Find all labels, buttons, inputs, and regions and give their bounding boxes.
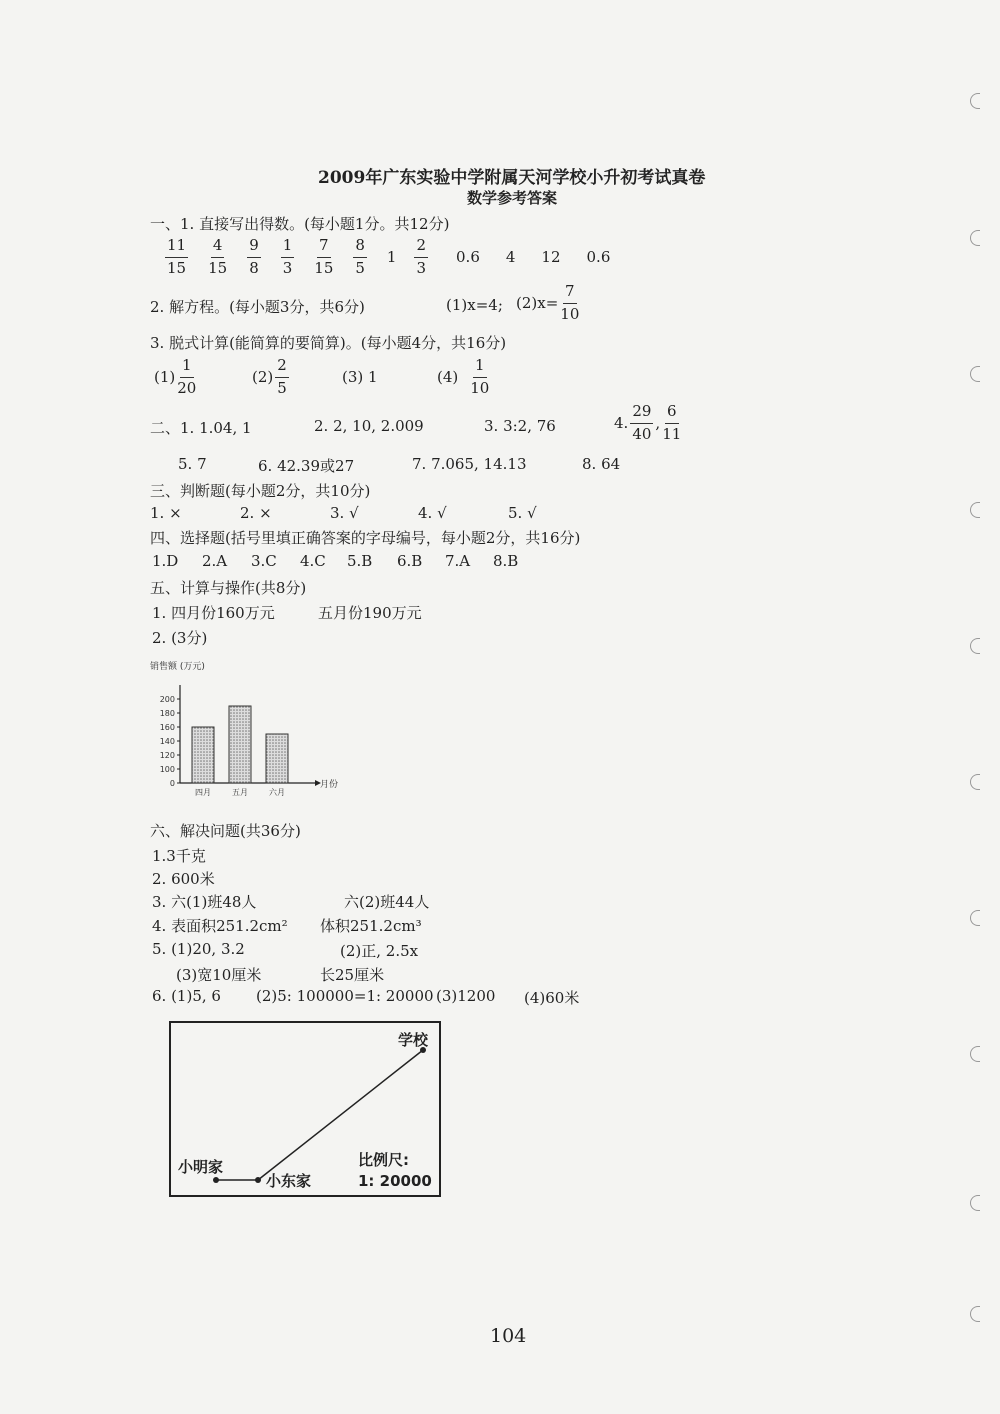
s6-answer-5b: (2)正, 2.5x xyxy=(340,942,419,960)
chart-bar xyxy=(192,727,214,783)
s3-title: 三、判断题(每小题2分，共10分) xyxy=(150,482,371,500)
answer-value: 0.6 xyxy=(586,248,611,267)
sales-bar-chart xyxy=(140,655,360,805)
fraction-numerator: 8 xyxy=(353,238,367,258)
s3-answer: 3. √ xyxy=(330,504,359,522)
s1-q3-answer-3: (3) 1 xyxy=(342,368,378,386)
s4-answer: 1.D xyxy=(152,552,179,570)
binder-hole xyxy=(970,93,980,109)
binder-hole xyxy=(970,638,980,654)
s4-answer: 4.C xyxy=(300,552,326,570)
chart-y-tick-label: 100 xyxy=(159,765,175,774)
fraction-denominator: 15 xyxy=(314,258,334,277)
fraction-answer xyxy=(281,238,295,277)
scale-value: 1: 20000 xyxy=(358,1172,432,1190)
fraction-answer xyxy=(414,238,428,277)
page-number: 104 xyxy=(490,1325,527,1347)
binder-hole xyxy=(970,230,980,246)
fraction-denominator: 5 xyxy=(355,258,365,277)
document-subtitle: 数学参考答案 xyxy=(467,189,558,207)
binder-hole xyxy=(970,910,980,926)
answer-value: 1 xyxy=(386,248,397,267)
scale-label: 比例尺: xyxy=(358,1151,409,1169)
s5-answer-1a: 1. 四月份160万元 xyxy=(152,604,275,622)
fraction-denominator: 10 xyxy=(470,378,490,397)
fraction-numerator: 6 xyxy=(665,404,679,424)
s6-answer-5d: 长25厘米 xyxy=(320,966,385,984)
document-title: 2009年广东实验中学附属天河学校小升初考试真卷 xyxy=(318,168,706,188)
s2-answer-1: 二、1. 1.04, 1 xyxy=(150,419,252,437)
s6-answer-5a: 5. (1)20, 3.2 xyxy=(152,940,245,958)
xiaodong-home-label: 小东家 xyxy=(266,1172,312,1190)
s4-answer: 6.B xyxy=(397,552,423,570)
fraction-denominator: 3 xyxy=(282,258,293,277)
fraction-numerator: 7 xyxy=(563,284,577,304)
answer-label: (2) xyxy=(252,368,274,387)
chart-y-axis-label: 销售额 (万元) xyxy=(150,662,205,672)
chart-y-tick-label: 200 xyxy=(159,695,175,704)
answer-value: 12 xyxy=(541,248,561,267)
chart-y-tick-label: 120 xyxy=(159,751,175,760)
s6-answer-6d: (4)60米 xyxy=(524,989,580,1007)
chart-category-label: 四月 xyxy=(195,788,211,797)
s6-answer-6b: (2)5: 100000=1: 20000 xyxy=(256,987,434,1005)
fraction-answer xyxy=(165,238,188,277)
chart-category-label: 六月 xyxy=(269,788,285,797)
s1-q3-answer-1 xyxy=(154,358,198,397)
fraction-numerator: 7 xyxy=(317,238,331,258)
s1-q3-answer-4 xyxy=(437,358,491,397)
binder-hole xyxy=(970,1195,980,1211)
route-map xyxy=(168,1020,443,1200)
fraction-denominator: 5 xyxy=(277,378,287,397)
s4-answer: 7.A xyxy=(445,552,471,570)
xiaoming-home-label: 小明家 xyxy=(178,1158,224,1176)
fraction-denominator: 3 xyxy=(416,258,427,277)
xiaodong-home-point xyxy=(255,1177,261,1183)
answer-label: 4. xyxy=(614,414,629,433)
chart-bar xyxy=(266,734,288,783)
s1-q3-answer-2 xyxy=(252,358,291,397)
fraction-answer xyxy=(314,238,333,277)
fraction-numerator: 2 xyxy=(275,358,289,378)
chart-y-tick-label: 140 xyxy=(159,737,175,746)
chart-x-axis-label: 月份 xyxy=(320,780,339,790)
s6-title: 六、解决问题(共36分) xyxy=(150,822,301,840)
fraction-denominator: 40 xyxy=(632,424,652,443)
binder-hole xyxy=(970,502,980,518)
s5-answer-1b: 五月份190万元 xyxy=(318,604,422,622)
s1-q2-b-prefix: (2)x= xyxy=(516,294,559,313)
s2-answer-7: 7. 7.065, 14.13 xyxy=(412,455,527,473)
s6-answer-3a: 3. 六(1)班48人 xyxy=(152,893,257,911)
s4-title: 四、选择题(括号里填正确答案的字母编号，每小题2分，共16分) xyxy=(150,529,581,547)
chart-bar xyxy=(229,706,251,783)
fraction-denominator: 15 xyxy=(167,258,187,277)
fraction-numerator: 9 xyxy=(247,238,261,258)
s6-answer-2: 2. 600米 xyxy=(152,870,215,888)
s6-answer-1: 1.3千克 xyxy=(152,847,206,865)
answer-label: (4) xyxy=(437,368,459,387)
s6-answer-3b: 六(2)班44人 xyxy=(344,893,430,911)
fraction-numerator: 2 xyxy=(414,238,428,258)
s6-answer-6a: 6. (1)5, 6 xyxy=(152,987,221,1005)
s1-q3-title: 3. 脱式计算(能简算的要简算)。(每小题4分，共16分) xyxy=(150,334,507,352)
fraction-numerator: 1 xyxy=(281,238,295,258)
s1-q2-answer-b xyxy=(516,284,581,323)
fraction-numerator: 4 xyxy=(211,238,225,258)
fraction-numerator: 1 xyxy=(473,358,487,378)
s4-answer: 3.C xyxy=(251,552,277,570)
school-label: 学校 xyxy=(398,1031,429,1049)
fraction-answer xyxy=(353,238,367,277)
s6-answer-6c: (3)1200 xyxy=(436,987,496,1005)
xiaoming-home-point xyxy=(213,1177,219,1183)
fraction-answer xyxy=(247,238,261,277)
answer-value: 0.6 xyxy=(456,248,480,267)
answer-label: (1) xyxy=(154,368,176,387)
fraction-numerator: 1 xyxy=(180,358,194,378)
fraction-denominator: 8 xyxy=(249,258,259,277)
s1-q2-answer-a: (1)x=4; xyxy=(446,296,503,314)
binder-hole xyxy=(970,1306,980,1322)
s1-q2-title: 2. 解方程。(每小题3分，共6分) xyxy=(150,298,365,316)
s4-answer: 8.B xyxy=(493,552,519,570)
fraction-denominator: 15 xyxy=(208,258,228,277)
separator: , xyxy=(655,414,661,433)
s5-answer-2: 2. (3分) xyxy=(152,629,208,647)
binder-hole xyxy=(970,774,980,790)
s2-answer-6: 6. 42.39或27 xyxy=(258,457,355,475)
fraction-answer xyxy=(208,238,227,277)
chart-category-label: 五月 xyxy=(232,788,248,797)
s2-answer-8: 8. 64 xyxy=(582,455,621,473)
fraction-numerator: 29 xyxy=(630,404,653,424)
s2-answer-5: 5. 7 xyxy=(178,455,207,473)
s2-answer-2: 2. 2, 10, 2.009 xyxy=(314,417,424,435)
s1-q1-answers xyxy=(165,238,610,277)
s2-answer-4 xyxy=(614,404,683,443)
s2-answer-3: 3. 3:2, 76 xyxy=(484,417,556,435)
s3-answer: 5. √ xyxy=(508,504,537,522)
binder-hole xyxy=(970,366,980,382)
s4-answer: 5.B xyxy=(347,552,373,570)
chart-y-tick-label: 0 xyxy=(169,779,175,788)
s6-answer-4a: 4. 表面积251.2cm² xyxy=(152,917,288,935)
binder-hole xyxy=(970,1046,980,1062)
fraction-denominator: 20 xyxy=(177,378,197,397)
chart-y-tick-label: 160 xyxy=(159,723,175,732)
fraction-denominator: 10 xyxy=(560,304,580,323)
s3-answer: 4. √ xyxy=(418,504,447,522)
s5-title: 五、计算与操作(共8分) xyxy=(150,579,307,597)
chart-y-tick-label: 180 xyxy=(159,709,175,718)
s3-answer: 2. × xyxy=(240,504,272,522)
fraction-numerator: 11 xyxy=(165,238,188,258)
s6-answer-4b: 体积251.2cm³ xyxy=(320,917,422,935)
s1-q1-title: 一、1. 直接写出得数。(每小题1分。共12分) xyxy=(150,215,450,233)
s4-answer: 2.A xyxy=(202,552,228,570)
s6-answer-5c: (3)宽10厘米 xyxy=(176,966,262,984)
fraction-denominator: 11 xyxy=(662,424,682,443)
s3-answer: 1. × xyxy=(150,504,182,522)
answer-value: 4 xyxy=(505,248,516,267)
